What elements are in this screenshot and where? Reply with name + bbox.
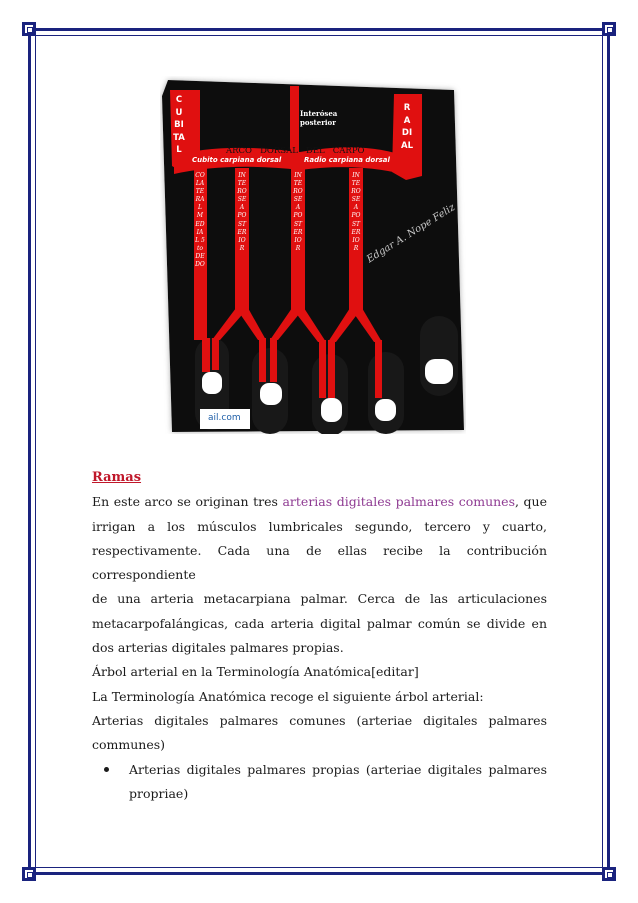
text-span: irrigan a los [92,518,198,534]
paragraph-line [92,490,547,514]
radial-label: RADIAL [401,103,413,151]
intro-line: La Terminología Anatómica recoge el siguiente árbol arterial: [92,688,484,704]
interossea-posterior-branch-1-label: INTEROSEA POSTERIOR [237,172,247,252]
list-item [92,758,547,807]
author-signature: Edgar A. Nope Feliz [365,202,458,266]
paragraph-line: dos arterias digitales palmares propias. [92,640,344,656]
radial-carpal-branch-label: Radio carpiana dorsal [304,156,390,164]
interossea-posterior-label: Interósea posterior [300,109,338,127]
corner-ornament-bottom-right [602,867,616,881]
ulnar-carpal-branch-label: Cubito carpiana dorsal [192,156,282,164]
link-arterias-digitales[interactable]: arterias digitales palmares comunes [282,494,515,510]
hand-artery-diagram [160,76,466,434]
cubital-label: CUBITAL [173,95,185,155]
paragraph-line: respectivamente. Cada una de ellas recibe la contribución correspondiente [92,542,547,583]
corner-ornament-bottom-left [22,867,36,881]
section-heading: Ramas [92,470,142,485]
musculos-lumbricales-text: músculos lumbricales [197,518,343,534]
paragraph-line [92,515,547,539]
bullet-icon [104,767,109,772]
tree-item-line: Arterias digitales palmares comunes (arteriae digitales palmares [92,712,547,728]
hand-artery-drawing [160,76,466,434]
subsection-title: Árbol arterial en la Terminología Anatómica[editar] [92,664,419,680]
paragraph-line: de una arteria metacarpiana palmar. Cerca de las articulaciones [92,591,547,607]
nail-5 [202,372,222,394]
text-span: En este arco se originan tres [92,494,283,510]
corner-ornament-top-right [602,22,616,36]
interossea-posterior-branch-3-label: INTEROSEA POSTERIOR [351,172,361,252]
dorsal-carpal-arch-label: ARCO DORSAL DEL CARPO [226,146,365,156]
nail-4 [260,383,282,405]
nail-2 [375,399,396,421]
nail-3 [321,398,342,422]
text-span: , que [515,494,547,510]
collateral-medial-label: COLATERAL MEDIAL 5to DEDO [195,172,205,269]
list-item-line: propriae) [129,785,189,801]
corner-ornament-top-left [22,22,36,36]
list-item-line: Arterias digitales palmares propias (arteriae digitales palmares [129,761,547,777]
nail-1 [425,359,453,384]
article-body [92,466,547,806]
text-span: segundo, tercero y cuarto, [342,518,548,534]
watermark-text: ail.com [208,413,241,423]
tree-item-line: communes) [92,737,166,753]
interossea-posterior-branch-2-label: INTEROSEA POSTERIOR [293,172,303,252]
paragraph-line: metacarpofalángicas, cada arteria digital palmar común se divide en [92,615,547,631]
finger-2 [368,352,404,434]
